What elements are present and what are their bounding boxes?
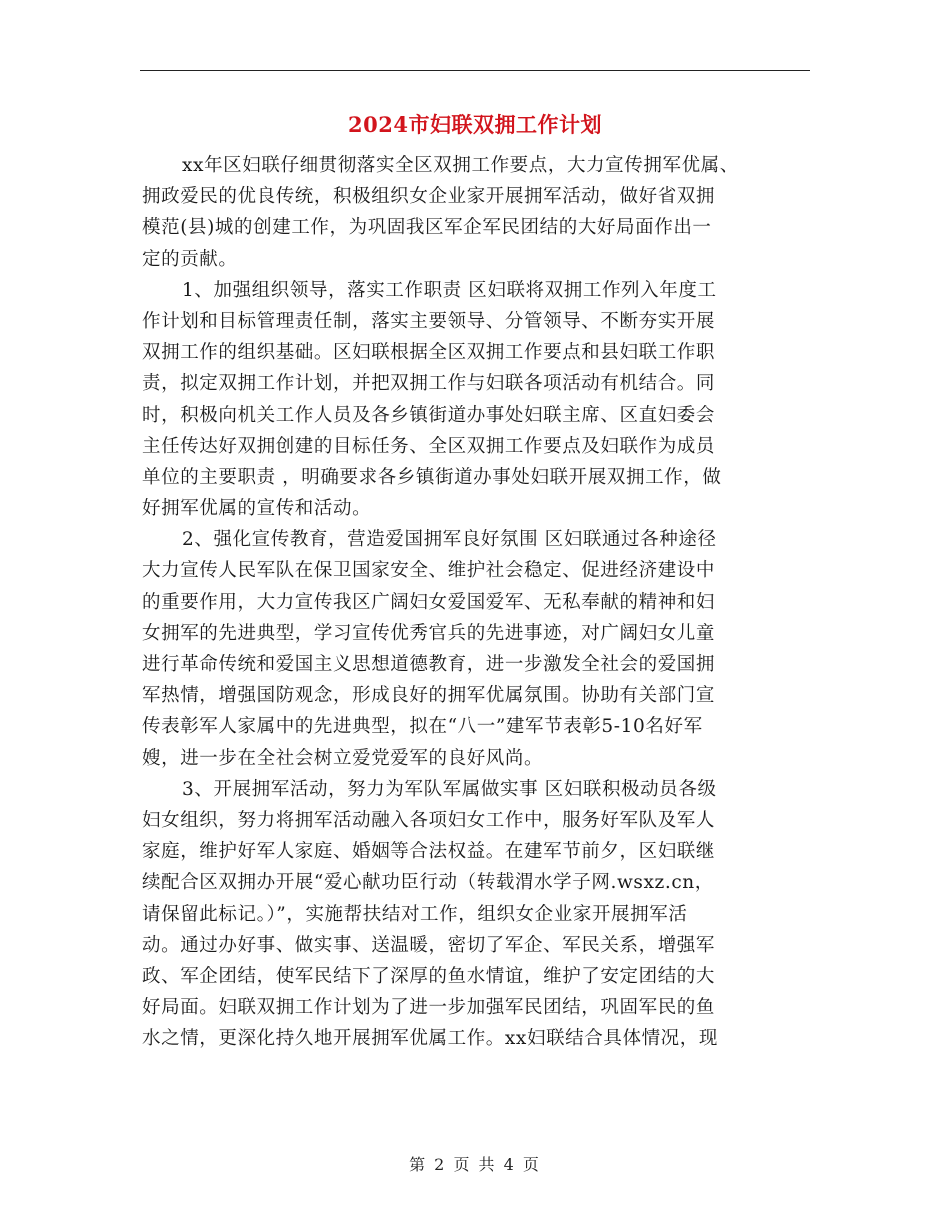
text-line: 作计划和目标管理责任制，落实主要领导、分管领导、不断夯实开展 — [142, 310, 716, 332]
text-line: 女拥军的先进典型，学习宣传优秀官兵的先进事迹，对广阔妇女儿童 — [142, 622, 716, 644]
header-rule — [140, 70, 810, 71]
text-line: 时，积极向机关工作人员及各乡镇街道办事处妇联主席、区直妇委会 — [142, 404, 716, 426]
text-line: 传表彰军人家属中的先进典型，拟在“八一”建军节表彰5-10名好军 — [142, 716, 703, 738]
text-line: 动。通过办好事、做实事、送温暖，密切了军企、军民关系，增强军 — [142, 934, 716, 956]
text-line: 模范(县)城的创建工作，为巩固我区军企军民团结的大好局面作出一 — [142, 217, 712, 239]
page-number: 第 2 页 共 4 页 — [409, 1155, 541, 1174]
text-line: 拥政爱民的优良传统，积极组织女企业家开展拥军活动，做好省双拥 — [142, 186, 716, 208]
text-line: 大力宣传人民军队在保卫国家安全、维护社会稳定、促进经济建设中 — [142, 560, 716, 582]
text-line: 水之情，更深化持久地开展拥军优属工作。xx妇联结合具体情况，现 — [142, 1028, 718, 1050]
document-title: 2024市妇联双拥工作计划 — [348, 112, 602, 137]
text-line: 请保留此标记。）”，实施帮扶结对工作，组织女企业家开展拥军活 — [142, 903, 688, 925]
text-line: 政、军企团结，使军民结下了深厚的鱼水情谊，维护了安定团结的大 — [142, 965, 716, 987]
text-line: 责，拟定双拥工作计划，并把双拥工作与妇联各项活动有机结合。同 — [142, 373, 716, 395]
text-line: 妇女组织，努力将拥军活动融入各项妇女工作中，服务好军队及军人 — [142, 809, 716, 831]
text-line: 军热情，增强国防观念，形成良好的拥军优属氛围。协助有关部门宣 — [142, 685, 716, 707]
text-line: xx年区妇联仔细贯彻落实全区双拥工作要点，大力宣传拥军优属、 — [182, 155, 739, 176]
text-line: 的重要作用，大力宣传我区广阔妇女爱国爱军、无私奉献的精神和妇 — [142, 591, 716, 613]
text-line: 2、强化宣传教育，营造爱国拥军良好氛围 区妇联通过各种途径 — [182, 529, 717, 551]
text-line: 3、开展拥军活动，努力为军队军属做实事 区妇联积极动员各级 — [182, 778, 717, 800]
text-line: 嫂，进一步在全社会树立爱党爱军的良好风尚。 — [142, 747, 544, 769]
text-line: 家庭，维护好军人家庭、婚姻等合法权益。在建军节前夕，区妇联继 — [142, 841, 716, 863]
text-line: 续配合区双拥办开展“爱心献功臣行动（转载渭水学子网.wsxz.cn， — [142, 872, 714, 894]
text-line: 好拥军优属的宣传和活动。 — [142, 498, 372, 520]
text-line: 进行革命传统和爱国主义思想道德教育，进一步激发全社会的爱国拥 — [142, 654, 716, 675]
text-line: 好局面。妇联双拥工作计划为了进一步加强军民团结，巩固军民的鱼 — [142, 997, 716, 1019]
text-line: 1、加强组织领导，落实工作职责 区妇联将双拥工作列入年度工 — [182, 279, 717, 301]
text-line: 单位的主要职责 ，明确要求各乡镇街道办事处妇联开展双拥工作，做 — [142, 466, 722, 488]
text-line: 主任传达好双拥创建的目标任务、全区双拥工作要点及妇联作为成员 — [142, 435, 716, 457]
text-line: 定的贡献。 — [142, 248, 238, 270]
document-body — [142, 150, 810, 1054]
text-line: 双拥工作的组织基础。区妇联根据全区双拥工作要点和县妇联工作职 — [142, 342, 716, 364]
